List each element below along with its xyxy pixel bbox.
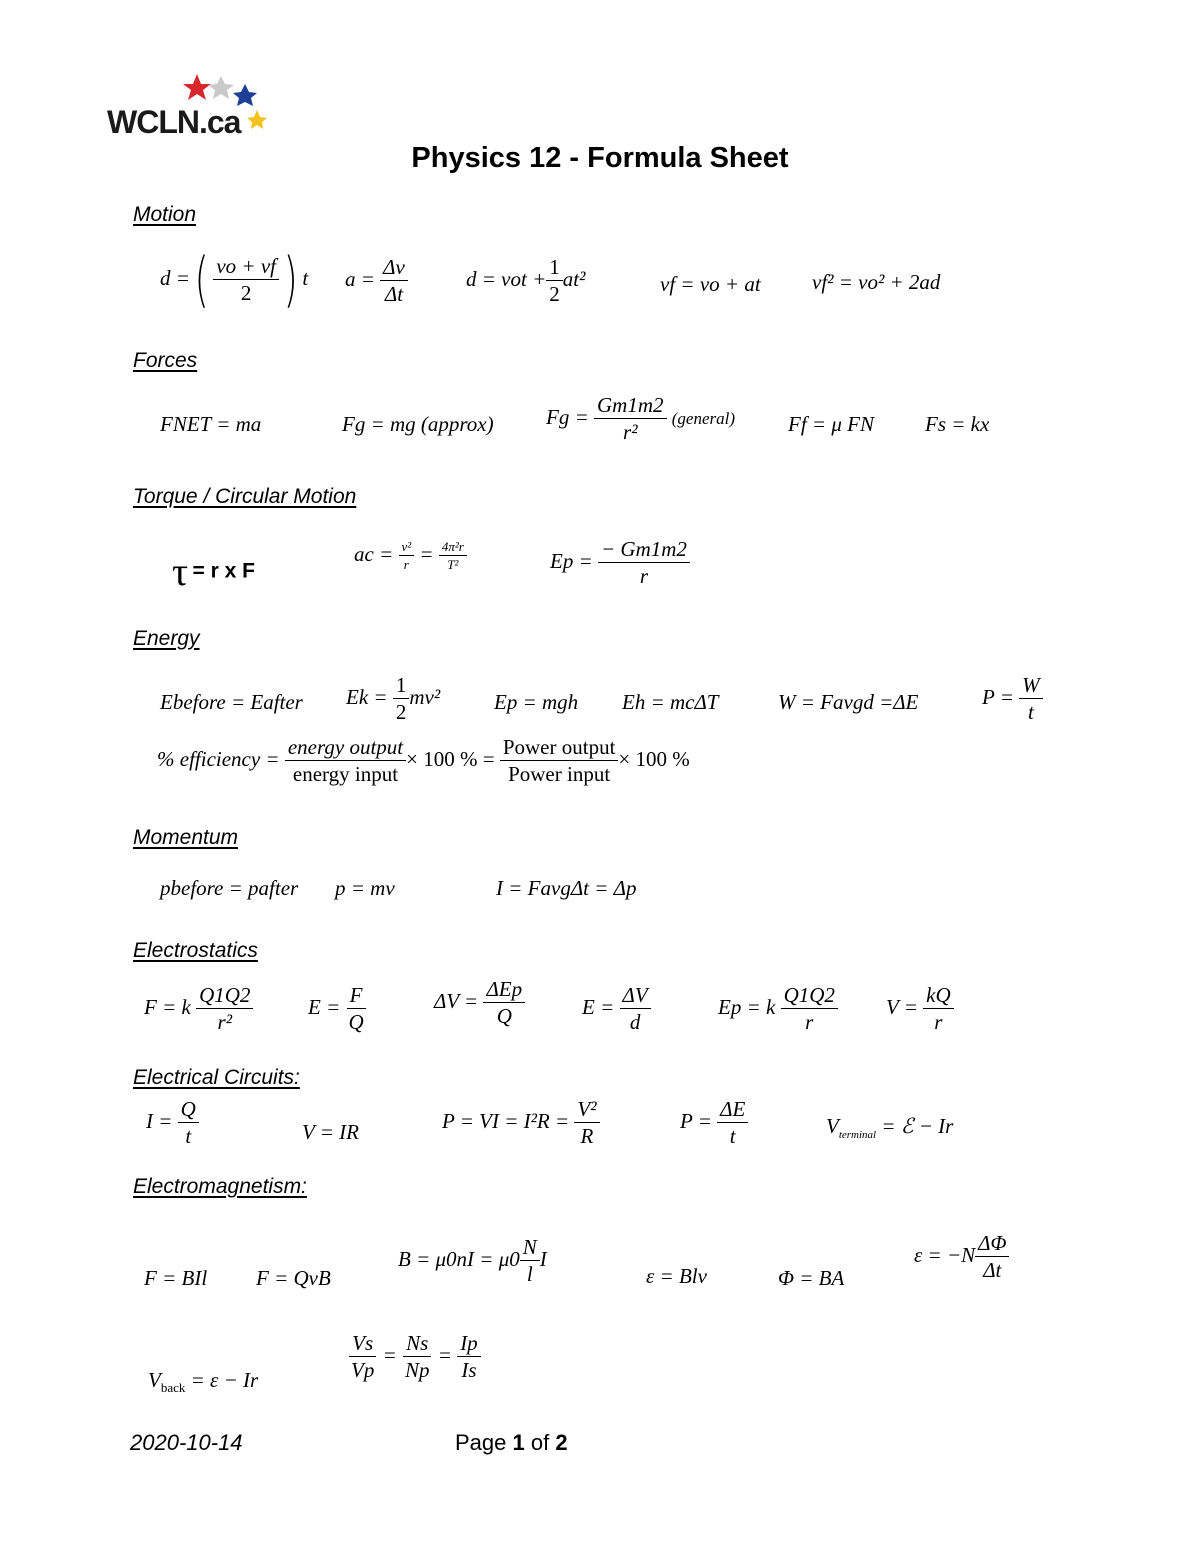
formula-electric-power: P = VI = I²R = $\frac{\text{V²}}{R}$ bbox=[442, 1098, 600, 1148]
formula-final-velocity: vf = vo + at bbox=[660, 272, 761, 296]
formula-centripetal-accel: ac = $\frac{\text{v²}}{r}$ = $\frac{\text{4π²r}}{\text{T²}}$ bbox=[354, 540, 467, 573]
formula-solenoid-field: B = μ0nI = μ0 $\frac{N}{l}$ I bbox=[398, 1235, 547, 1287]
formula-magnetic-flux: Φ = BA bbox=[778, 1266, 845, 1290]
wcln-logo bbox=[105, 70, 270, 140]
formula-net-force: FNET = ma bbox=[160, 412, 262, 436]
section-electromagnetism: Electromagnetism: bbox=[133, 1175, 307, 1198]
formula-friction: Ff = μ FN bbox=[788, 412, 874, 436]
section-motion: Motion bbox=[133, 203, 197, 226]
section-forces: Forces bbox=[133, 349, 198, 372]
formula-power-energy: P = $\frac{\Delta E}{t}$ bbox=[680, 1098, 748, 1148]
formula-momentum: p = mv bbox=[335, 876, 395, 900]
formula-spring: Fs = kx bbox=[925, 412, 990, 436]
page-title: Physics 12 - Formula Sheet bbox=[411, 142, 789, 174]
formula-velocity-squared: vf² = vo² + 2ad bbox=[812, 270, 941, 294]
footer-date: 2020-10-14 bbox=[130, 1430, 243, 1455]
formula-faraday: ε = −N $\frac{\Delta\Phi}{\Delta t}$ bbox=[914, 1232, 1009, 1282]
formula-torque: τ = r x F bbox=[172, 549, 255, 594]
logo-suffix: .ca bbox=[198, 104, 241, 140]
formula-electric-field: E = $\frac{F}{Q}$ bbox=[308, 983, 364, 1035]
section-circuits: Electrical Circuits: bbox=[133, 1066, 300, 1089]
formula-potential-difference: ΔV = $\frac{\text{ΔEp}}{Q}$ bbox=[434, 978, 525, 1028]
formula-force-wire: F = BIl bbox=[144, 1266, 208, 1290]
formula-force-charge: F = QvB bbox=[256, 1266, 331, 1290]
section-torque: Torque / Circular Motion bbox=[133, 485, 357, 508]
formula-acceleration: a = $\frac{\Delta v}{\Delta t}$ bbox=[345, 256, 408, 306]
section-electrostatics: Electrostatics bbox=[133, 939, 258, 962]
formula-avg-displacement: d =( $\frac{vo + vf}{2}$ ) t bbox=[160, 245, 309, 315]
formula-energy-conservation: Ebefore = Eafter bbox=[160, 690, 303, 714]
formula-motional-emf: ε = Blv bbox=[646, 1264, 707, 1288]
formula-kinetic-energy: Ek = $\frac{1}{2}$ mv² bbox=[346, 673, 441, 725]
formula-transformer: $\frac{Vs}{Vp}$ = $\frac{Ns}{Np}$ = $\frac{Ip}{Is}$ bbox=[348, 1332, 481, 1382]
formula-heat-energy: Eh = mcΔT bbox=[622, 690, 719, 714]
formula-power: P = $\frac{W}{t}$ bbox=[982, 674, 1043, 724]
formula-impulse: I = FavgΔt = Δp bbox=[496, 876, 637, 900]
formula-ohms-law: V = IR bbox=[302, 1120, 359, 1144]
formula-terminal-voltage: $V_{terminal}$ = ℰ − Ir bbox=[826, 1114, 954, 1142]
formula-electric-potential-energy: Ep = k $\frac{Q1Q2}{r}$ bbox=[718, 984, 838, 1034]
logo-text: WCLN bbox=[107, 104, 199, 140]
formula-gravity-approx: Fg = mg (approx) bbox=[342, 412, 494, 436]
section-momentum: Momentum bbox=[133, 826, 239, 849]
formula-gravity-general: Fg = $\frac{Gm1m2}{\text{r²}}$ (general) bbox=[546, 393, 736, 445]
formula-grav-potential: Ep = $\frac{- Gm1m2}{r}$ bbox=[550, 538, 690, 588]
footer-page-number: Page 1 of 2 bbox=[455, 1430, 568, 1455]
section-energy: Energy bbox=[133, 627, 200, 650]
formula-potential-energy: Ep = mgh bbox=[494, 690, 579, 714]
formula-work: W = Favgd =ΔE bbox=[778, 690, 919, 714]
formula-back-emf: $V_{back} = \varepsilon - Ir$ bbox=[148, 1368, 259, 1396]
formula-kinematic-displacement: d = vot + $\frac{1}{2}$ at² bbox=[466, 255, 586, 307]
formula-field-plates: E = $\frac{\Delta V}{d}$ bbox=[582, 984, 651, 1034]
formula-electric-potential: V = $\frac{kQ}{r}$ bbox=[886, 984, 954, 1034]
formula-momentum-conservation: pbefore = pafter bbox=[160, 876, 299, 900]
formula-coulomb-force: F = k $\frac{Q1Q2}{\text{r²}}$ bbox=[144, 984, 253, 1034]
formula-current: I = $\frac{Q}{t}$ bbox=[146, 1098, 199, 1148]
formula-efficiency: % efficiency = $\frac{\text{energy output}}{\text{energy input}}$ × 100 % = $\frac{\text{Power output}}{\text{Power input}}$ × 100 % bbox=[157, 735, 690, 787]
